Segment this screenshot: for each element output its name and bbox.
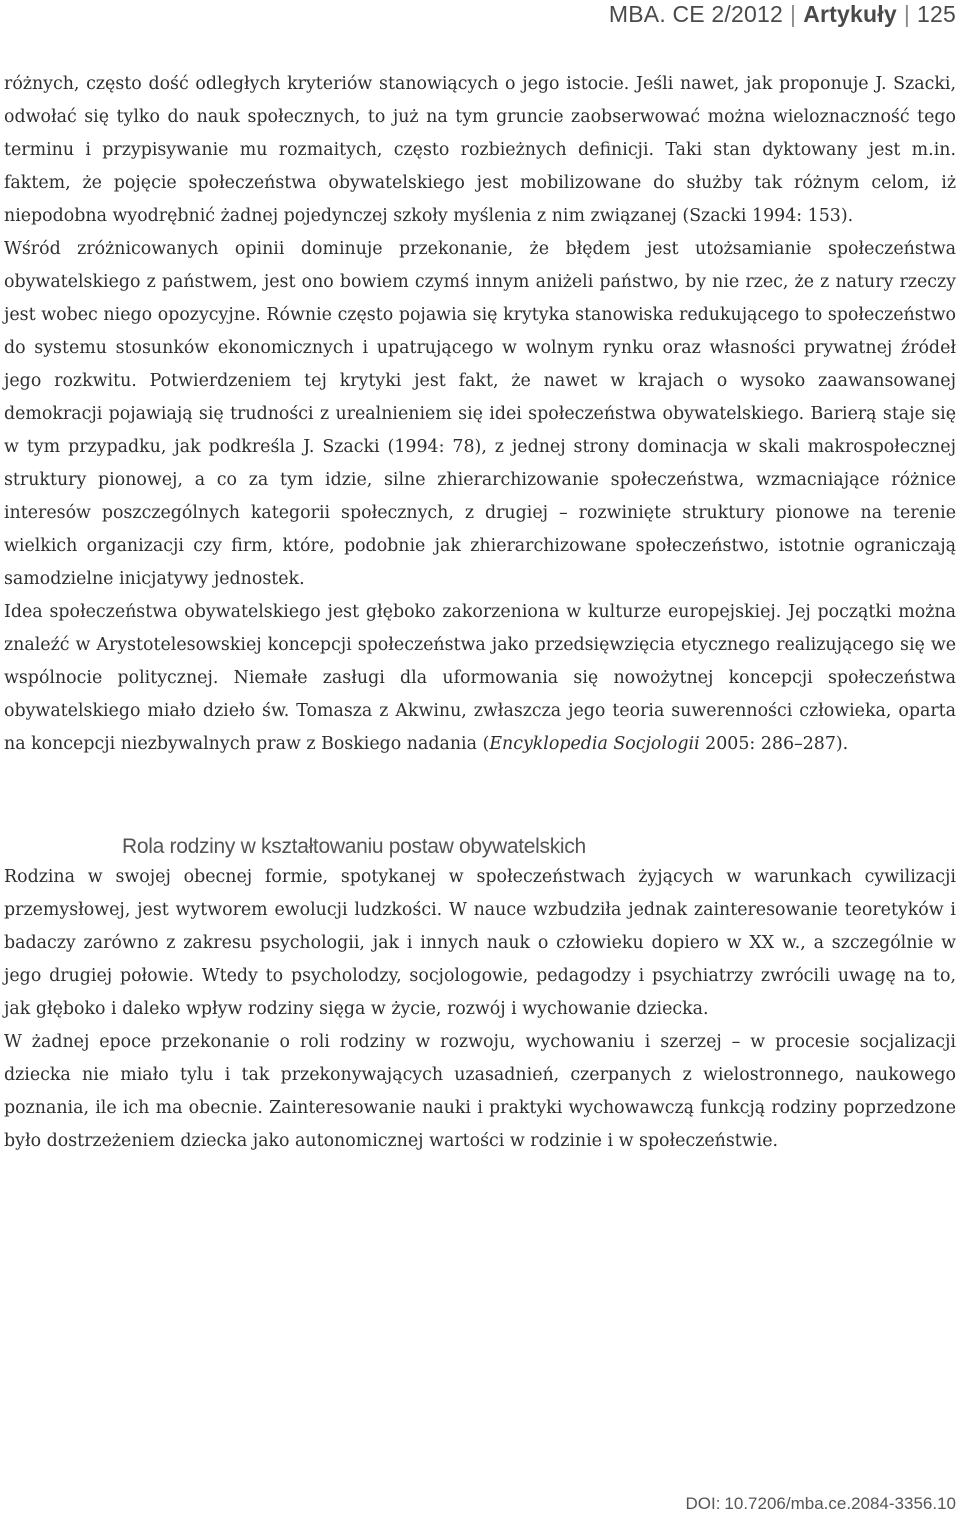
paragraph: różnych, często dość odległych kryteriów stanowiących o jego istocie. Jeśli nawet, jak proponuje J. Szacki, odwołać się tylko do nauk społecznych, to już na tym gruncie zaobserwować można wieloznaczność tego terminu i przypisywanie mu rozmaitych, często rozbieżnych definicji. Taki stan dyktowany jest m.in. faktem, że pojęcie społeczeństwa obywatelskiego jest mobilizowane do służby tak różnym celom, iż niepodobna wyodrębnić żadnej pojedynczej szkoły myślenia z nim związanej (Szacki 1994: 153).	[4, 74, 956, 226]
doi-link[interactable]: 10.7206/mba.ce.2084-3356.10	[724, 1494, 956, 1513]
running-header	[609, 0, 956, 30]
header-separator-2: |	[903, 1, 911, 27]
doi-label: DOI:	[685, 1494, 721, 1513]
paragraph: W żadnej epoce przekonanie o roli rodziny w rozwoju, wychowaniu i szerzej – w procesie socjalizacji dziecka nie miało tylu i tak przekonywających uzasadnień, czerpanych z wielostronnego, naukowego poznania, ile ich ma obecnie. Zainteresowanie nauki i praktyki wychowawczą funkcją rodziny poprzedzone było dostrzeżeniem dziecka jako autonomicznej wartości w rodzinie i w społeczeństwie.	[4, 1032, 956, 1151]
paragraph	[4, 596, 956, 761]
section-name: Artykuły	[803, 1, 897, 27]
paragraph-text: Idea społeczeństwa obywatelskiego jest głęboko zakorzeniona w kulturze europejskiej. Jej początki można znaleźć w Arystotelesowskiej koncepcji społeczeństwa jako przedsięwzięcia etycznego realizującego się we wspólnocie politycznej. Niemałe zasługi dla uformowania się nowożytnej koncepcji społeczeństwa obywatelskiego miało dzieło św. Tomasza z Akwinu, zwłaszcza jego teoria suwerenności człowieka, oparta na koncepcji niezbywalnych praw z Boskiego nadania (	[4, 602, 956, 754]
journal-title: MBA. CE 2/2012	[608, 1, 783, 27]
doi-footer	[685, 1492, 956, 1516]
paragraph-text: 2005: 286–287).	[699, 734, 849, 754]
page-number: 125	[917, 1, 956, 27]
cited-work-title: Encyklopedia Socjologii	[489, 734, 700, 754]
paragraph: Rodzina w swojej obecnej formie, spotykanej w społeczeństwach żyjących w warunkach cywilizacji przemysłowej, jest wytworem ewolucji ludzkości. W nauce wzbudziła jednak zainteresowanie teoretyków i badaczy zarówno z zakresu psychologii, jak i innych nauk o człowieku dopiero w XX w., a szczególnie w jego drugiej połowie. Wtedy to psycholodzy, socjologowie, pedagodzy i psychiatrzy zwrócili uwagę na to, jak głęboko i daleko wpływ rodziny sięga w życie, rozwój i wychowanie dziecka.	[4, 867, 956, 1019]
paragraph: Wśród zróżnicowanych opinii dominuje przekonanie, że błędem jest utożsamianie społeczeństwa obywatelskiego z państwem, jest ono bowiem czymś innym aniżeli państwo, by nie rzec, że z natury rzeczy jest wobec niego opozycyjne. Równie często pojawia się krytyka stanowiska redukującego to społeczeństwo do systemu stosunków ekonomicznych i upatrującego w wolnym rynku oraz własności prywatnej źródeł jego rozkwitu. Potwierdzeniem tej krytyki jest fakt, że nawet w krajach o wysoko zaawansowanej demokracji pojawiają się trudności z urealnieniem się idei społeczeństwa obywatelskiego. Barierą staje się w tym przypadku, jak podkreśla J. Szacki (1994: 78), z jednej strony dominacja w skali makrospołecznej struktury pionowej, a co za tym idzie, silne zhierarchizowanie społeczeństwa, wzmacniające różnice interesów poszczególnych kategorii społecznych, z drugiej – rozwinięte struktury pionowe na terenie wielkich organizacji czy firm, które, podobnie jak zhierarchizowane społeczeństwo, istotnie ograniczają samodzielne inicjatywy jednostek.	[4, 239, 956, 589]
article-body	[4, 68, 956, 1158]
section-heading: Rola rodziny w kształtowaniu postaw obywatelskich	[122, 835, 586, 858]
header-separator: |	[790, 1, 797, 27]
